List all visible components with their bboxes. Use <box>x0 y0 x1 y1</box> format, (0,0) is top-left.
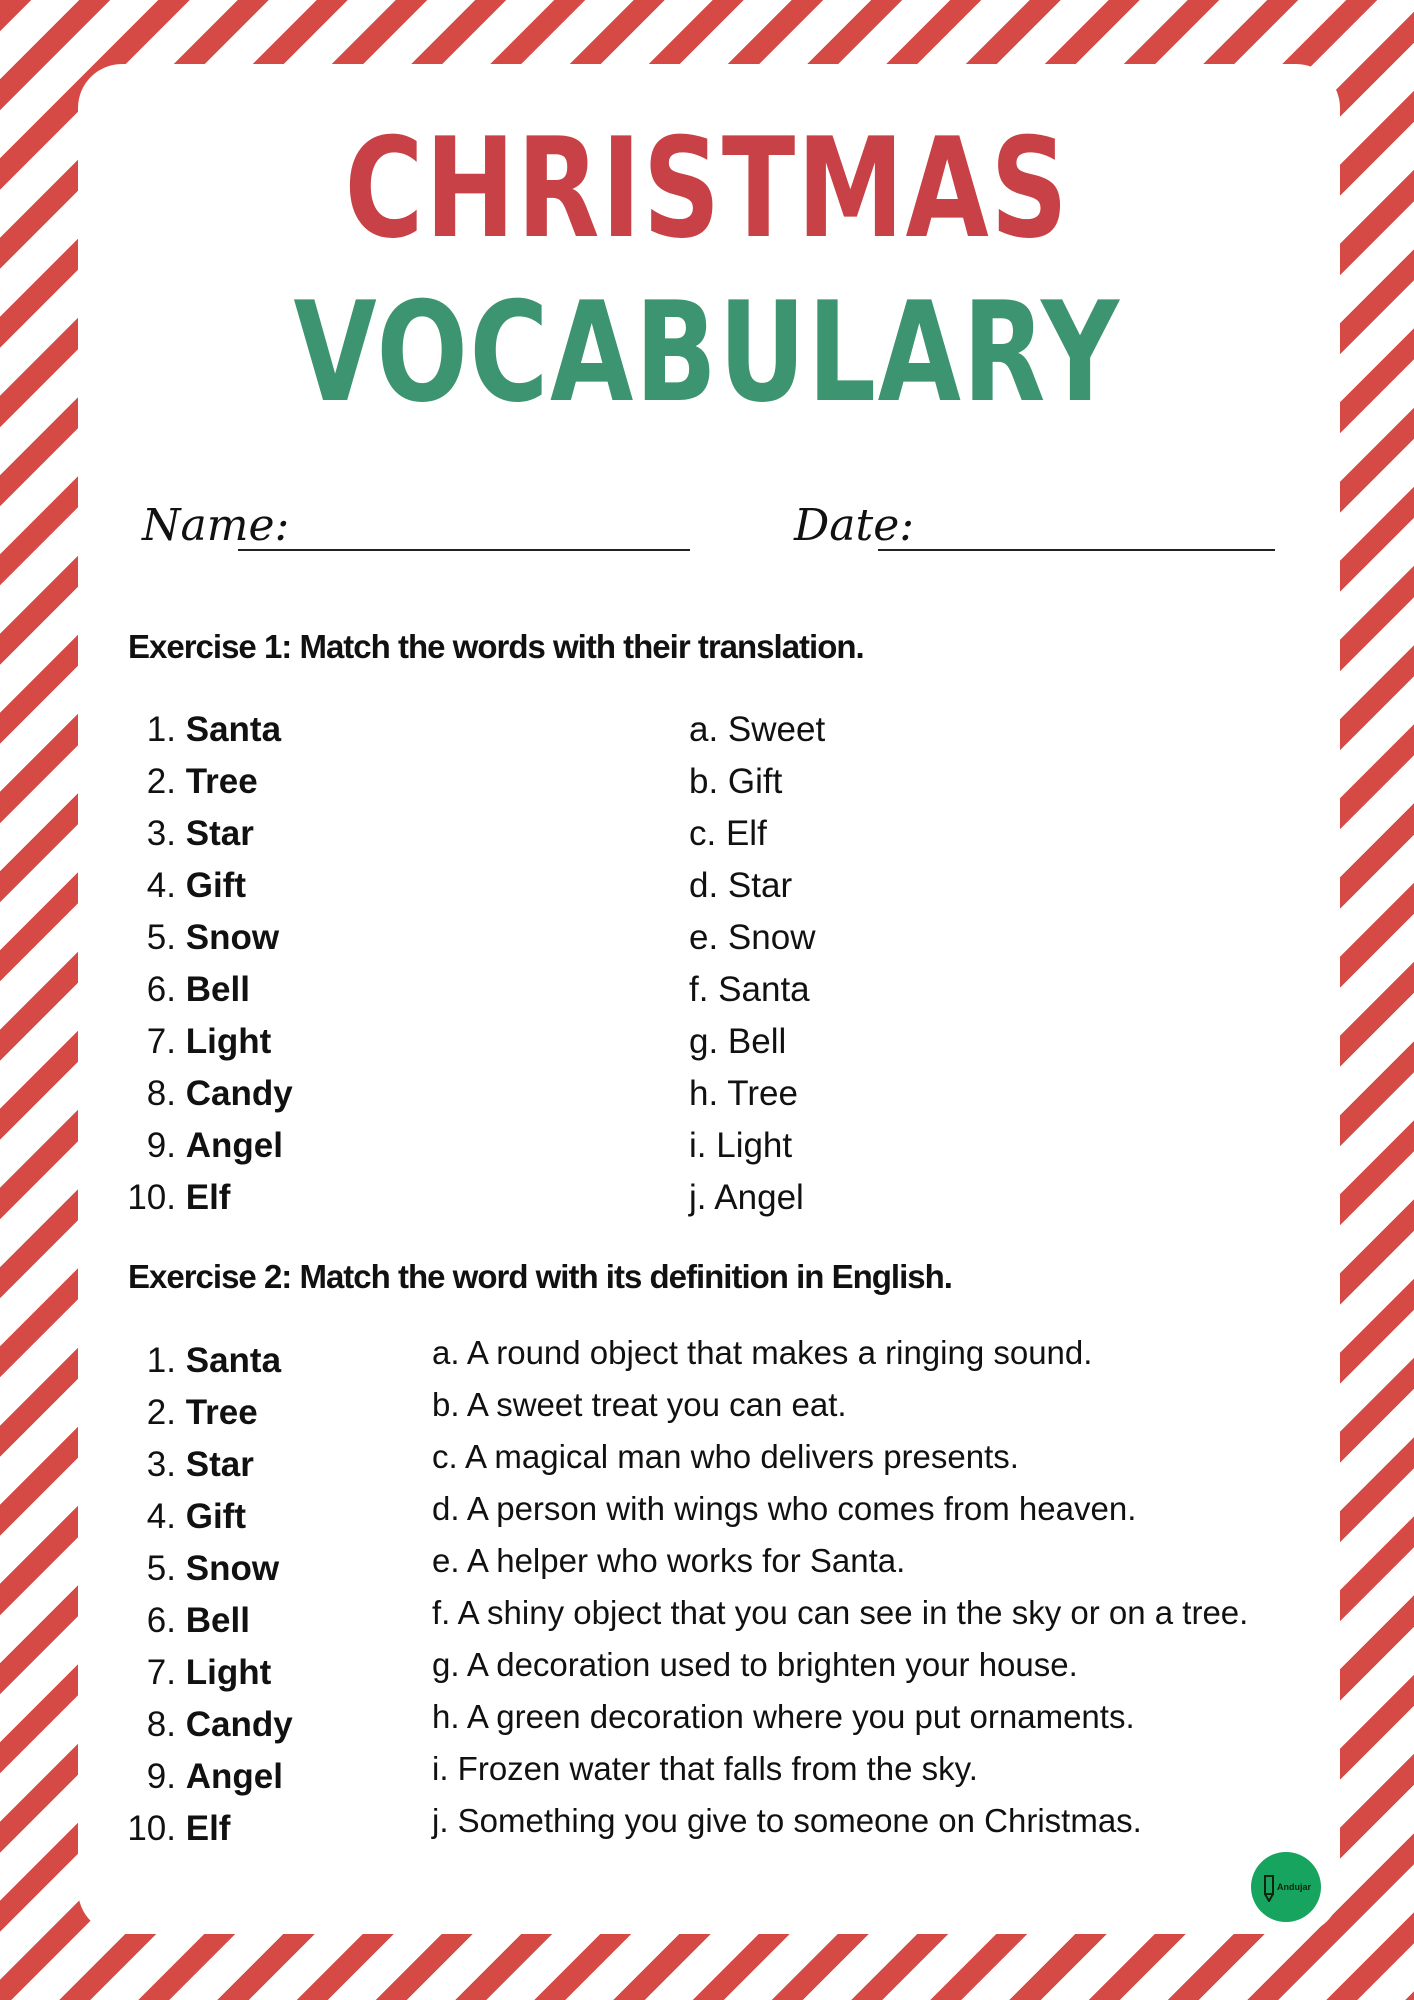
date-field[interactable] <box>878 549 1275 551</box>
exercise1-translation-list <box>689 704 825 1224</box>
list-item <box>118 1491 293 1543</box>
list-item <box>118 1439 293 1491</box>
item-number: 5. <box>146 918 176 957</box>
item-number: 8. <box>146 1074 176 1113</box>
word: Bell <box>185 970 250 1009</box>
word: Light <box>185 1653 272 1692</box>
list-item <box>118 1647 293 1699</box>
word: Tree <box>185 762 258 801</box>
list-item <box>118 964 293 1016</box>
title-christmas: CHRISTMAS <box>344 108 1070 269</box>
list-item <box>118 756 293 808</box>
pencil-icon <box>1261 1872 1277 1902</box>
definition-option: b. A sweet treat you can eat. <box>432 1386 847 1423</box>
publisher-logo <box>1251 1852 1321 1922</box>
translation-option: d. Star <box>689 866 793 905</box>
word: Light <box>185 1022 272 1061</box>
translation-option: g. Bell <box>689 1022 787 1061</box>
word: Angel <box>185 1126 283 1165</box>
date-label: Date: <box>794 500 915 551</box>
list-item <box>118 808 293 860</box>
list-item <box>118 1120 293 1172</box>
item-number: 4. <box>146 866 176 905</box>
list-item <box>118 1387 293 1439</box>
name-field[interactable] <box>238 549 690 551</box>
item-number: 6. <box>146 1601 176 1640</box>
exercise1-word-list <box>118 704 293 1224</box>
word: Gift <box>185 1497 246 1536</box>
item-number: 4. <box>146 1497 176 1536</box>
list-item <box>118 912 293 964</box>
item-number: 7. <box>146 1022 176 1061</box>
exercise2-word-list <box>118 1335 293 1855</box>
word: Candy <box>185 1074 293 1113</box>
list-item <box>118 1172 293 1224</box>
word: Bell <box>185 1601 250 1640</box>
translation-option: j. Angel <box>689 1178 804 1217</box>
word: Santa <box>185 1341 282 1380</box>
translation-option: e. Snow <box>689 918 816 957</box>
word: Elf <box>185 1809 231 1848</box>
list-item <box>118 1803 293 1855</box>
item-number: 3. <box>146 814 176 853</box>
item-number: 3. <box>146 1445 176 1484</box>
name-label: Name: <box>142 500 290 551</box>
translation-option: h. Tree <box>689 1074 798 1113</box>
translation-option: b. Gift <box>689 762 783 801</box>
exercise2-title: Exercise 2: Match the word with its definition in English. <box>128 1258 952 1295</box>
list-item <box>118 1595 293 1647</box>
definition-option: d. A person with wings who comes from heaven. <box>432 1490 1137 1527</box>
definition-option: a. A round object that makes a ringing sound. <box>432 1334 1093 1371</box>
list-item <box>118 1751 293 1803</box>
list-item <box>118 1543 293 1595</box>
word: Tree <box>185 1393 258 1432</box>
item-number: 9. <box>146 1126 176 1165</box>
definition-option: j. Something you give to someone on Christmas. <box>432 1802 1142 1839</box>
word: Elf <box>185 1178 231 1217</box>
word: Santa <box>185 710 282 749</box>
definition-option: i. Frozen water that falls from the sky. <box>432 1750 978 1787</box>
title-vocabulary: VOCABULARY <box>293 272 1121 433</box>
definition-option: h. A green decoration where you put ornaments. <box>432 1698 1135 1735</box>
item-number: 6. <box>146 970 176 1009</box>
list-item <box>118 1068 293 1120</box>
word: Gift <box>185 866 246 905</box>
list-item <box>118 1699 293 1751</box>
word: Angel <box>185 1757 283 1796</box>
translation-option: c. Elf <box>689 814 767 853</box>
item-number: 10. <box>127 1809 176 1848</box>
word: Candy <box>185 1705 293 1744</box>
list-item <box>118 1335 293 1387</box>
list-item <box>118 1016 293 1068</box>
item-number: 1. <box>146 1341 176 1380</box>
definition-option: e. A helper who works for Santa. <box>432 1542 906 1579</box>
exercise2-definition-list <box>432 1327 1248 1847</box>
list-item <box>118 860 293 912</box>
definition-option: c. A magical man who delivers presents. <box>432 1438 1019 1475</box>
item-number: 2. <box>146 762 176 801</box>
translation-option: i. Light <box>689 1126 793 1165</box>
definition-option: f. A shiny object that you can see in the sky or on a tree. <box>432 1594 1249 1631</box>
word: Star <box>185 1445 254 1484</box>
exercise1-title: Exercise 1: Match the words with their translation. <box>128 628 864 665</box>
item-number: 5. <box>146 1549 176 1588</box>
word: Star <box>185 814 254 853</box>
word: Snow <box>185 1549 280 1588</box>
definition-option: g. A decoration used to brighten your house. <box>432 1646 1078 1683</box>
item-number: 9. <box>146 1757 176 1796</box>
item-number: 7. <box>146 1653 176 1692</box>
item-number: 2. <box>146 1393 176 1432</box>
word: Snow <box>185 918 280 957</box>
list-item <box>118 704 293 756</box>
logo-text: Andujar <box>1276 1882 1311 1892</box>
item-number: 1. <box>146 710 176 749</box>
translation-option: f. Santa <box>689 970 810 1009</box>
translation-option: a. Sweet <box>689 710 826 749</box>
item-number: 8. <box>146 1705 176 1744</box>
item-number: 10. <box>127 1178 176 1217</box>
